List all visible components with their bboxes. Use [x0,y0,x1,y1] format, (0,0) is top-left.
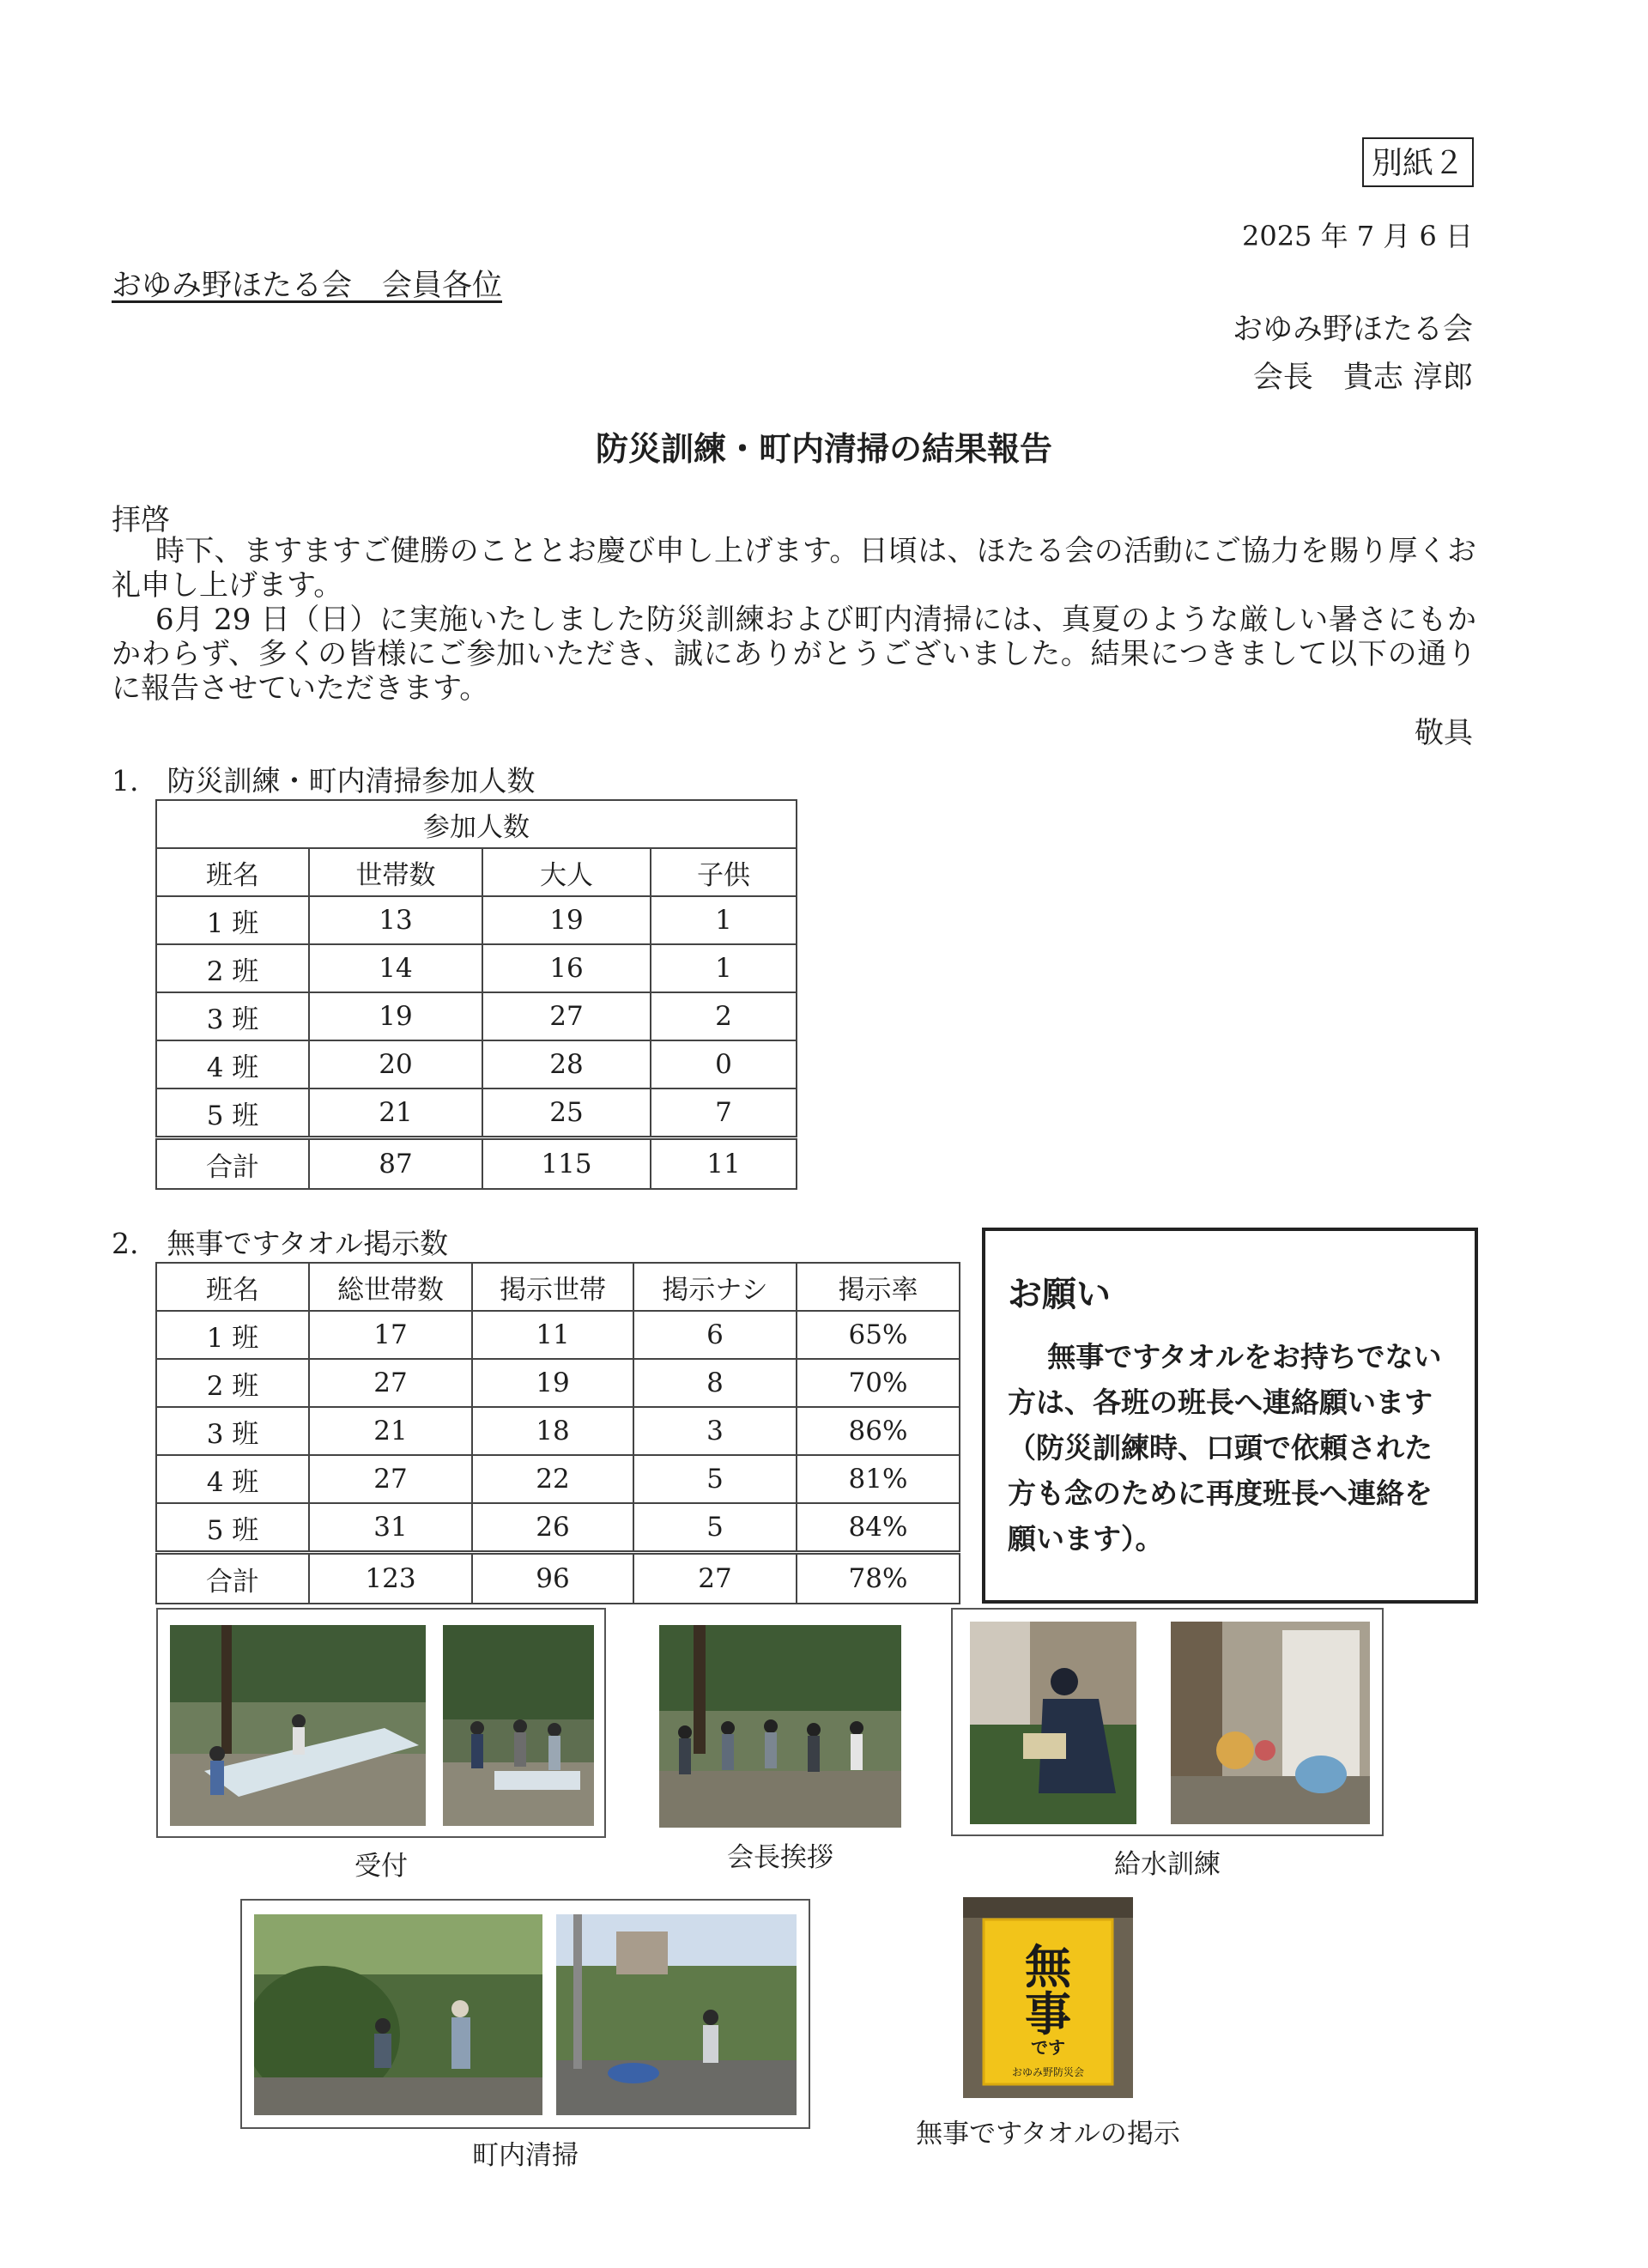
table-row [156,944,797,992]
table-cell: 13 [309,896,482,944]
document-date: 2025 年 7 月 6 日 [1241,220,1473,252]
table-cell: 27 [309,1455,472,1503]
column-header: 班名 [156,848,309,896]
section2-heading: 2. 無事ですタオル掲示数 [112,1227,449,1260]
table-group-header-row [156,800,797,848]
participants-table [155,799,797,1190]
table-cell: 8 [633,1359,797,1407]
towel-character-2: 事 [1025,1987,1071,2041]
table-cell: 2 班 [156,944,309,992]
table-row [156,1089,797,1138]
sender-organization: おゆみ野ほたる会 [1232,312,1473,347]
table-cell: 19 [309,992,482,1040]
greeting-photo [659,1625,901,1828]
table-cell: 31 [309,1503,472,1553]
table-cell: 65% [797,1311,960,1359]
letter-paragraph-2: 6月 29 日（日）に実施いたしました防災訓練および町内清掃には、真夏のような厳しい暑さにもかかわらず、多くの皆様にご参加いただき、誠にありがとうございました。結果につきまして以下の通りに報告させていただきます。 [112,603,1476,706]
table-total-row [156,1138,797,1190]
table-cell: 27 [309,1359,472,1407]
column-header: 総世帯数 [309,1263,472,1311]
table-cell: 14 [309,944,482,992]
table-cell: 27 [482,992,651,1040]
reception-photo-1 [170,1625,426,1826]
column-header: 大人 [482,848,651,896]
table-cell: 81% [797,1455,960,1503]
table-cell: 1 [651,944,797,992]
letter-body [112,534,1476,706]
column-header: 掲示ナシ [633,1263,797,1311]
towel-caption: 無事ですタオルの掲示 [916,2119,1180,2150]
attachment-stamp: 別紙２ [1362,137,1474,187]
section1-heading: 1. 防災訓練・町内清掃参加人数 [112,764,536,797]
cleaning-photo-2 [556,1914,797,2115]
table-cell: 87 [309,1138,482,1190]
table-cell: 27 [633,1553,797,1604]
table-cell: 123 [309,1553,472,1604]
table-header-row [156,848,797,896]
table-cell: 21 [309,1407,472,1455]
table-cell: 合計 [156,1138,309,1190]
sender-president: 会長 貴志 淳郎 [1252,361,1473,395]
table-cell: 5 [633,1503,797,1553]
table-row [156,896,797,944]
table-cell: 96 [472,1553,633,1604]
water-drill-photo-1 [970,1622,1136,1824]
table-cell: 4 班 [156,1040,309,1089]
table-header-row [156,1263,960,1311]
table-row [156,1503,960,1553]
table-cell: 25 [482,1089,651,1138]
table-cell: 86% [797,1407,960,1455]
table-cell: 21 [309,1089,482,1138]
column-header: 班名 [156,1263,309,1311]
letter-greeting: 拝啓 [112,503,170,537]
table-cell: 20 [309,1040,482,1089]
table-cell: 16 [482,944,651,992]
towel-photo [963,1897,1133,2098]
column-header: 世帯数 [309,848,482,896]
table-cell: 11 [472,1311,633,1359]
notice-body: 無事ですタオルをお持ちでない方は、各班の班長へ連絡願います（防災訓練時、口頭で依頼された方も念のために再度班長へ連絡を願います）。 [1008,1340,1442,1555]
water-drill-caption: 給水訓練 [1114,1849,1221,1880]
towel-label: おゆみ野防災会 [1011,2066,1085,2078]
table-cell: 22 [472,1455,633,1503]
table-cell: 17 [309,1311,472,1359]
table-row [156,1359,960,1407]
table-cell: 11 [651,1138,797,1190]
table-cell: 0 [651,1040,797,1089]
table-cell: 1 班 [156,896,309,944]
table-cell: 5 [633,1455,797,1503]
table-cell: 70% [797,1359,960,1407]
page-title: 防災訓練・町内清掃の結果報告 [595,429,1052,468]
table-cell: 18 [472,1407,633,1455]
table-cell: 6 [633,1311,797,1359]
table-row [156,1311,960,1359]
table-cell: 2 班 [156,1359,309,1407]
cleaning-photo-1 [254,1914,542,2115]
table-cell: 5 班 [156,1503,309,1553]
table-cell: 78% [797,1553,960,1604]
table-cell: 1 [651,896,797,944]
notice-box [982,1228,1478,1604]
reception-caption: 受付 [354,1851,408,1882]
letter-closing: 敬具 [1415,716,1473,750]
table-cell: 合計 [156,1553,309,1604]
table-row [156,992,797,1040]
towel-character-1: 無 [1025,1940,1071,1994]
group-header: 参加人数 [156,800,797,848]
column-header: 子供 [651,848,797,896]
column-header: 掲示率 [797,1263,960,1311]
table-cell: 28 [482,1040,651,1089]
table-cell: 4 班 [156,1455,309,1503]
table-cell: 2 [651,992,797,1040]
cleaning-caption: 町内清掃 [472,2140,579,2171]
table-cell: 3 班 [156,992,309,1040]
reception-photo-2 [443,1625,594,1826]
table-cell: 3 [633,1407,797,1455]
table-cell: 19 [482,896,651,944]
water-drill-photo-2 [1171,1622,1370,1824]
table-cell: 1 班 [156,1311,309,1359]
table-total-row [156,1553,960,1604]
letter-paragraph-1: 時下、ますますご健勝のこととお慶び申し上げます。日頃は、ほたる会の活動にご協力を賜り厚くお礼申し上げます。 [112,534,1476,603]
table-cell: 84% [797,1503,960,1553]
table-row [156,1407,960,1455]
table-cell: 5 班 [156,1089,309,1138]
table-row [156,1040,797,1089]
table-cell: 7 [651,1089,797,1138]
table-cell: 115 [482,1138,651,1190]
table-row [156,1455,960,1503]
column-header: 掲示世帯 [472,1263,633,1311]
towel-display-table [155,1262,960,1604]
table-cell: 26 [472,1503,633,1553]
notice-title: お願い [1008,1275,1111,1314]
table-cell: 19 [472,1359,633,1407]
greeting-caption: 会長挨拶 [727,1842,833,1873]
table-cell: 3 班 [156,1407,309,1455]
addressee: おゆみ野ほたる会 会員各位 [112,269,503,303]
towel-character-3: です [1031,2037,1065,2058]
